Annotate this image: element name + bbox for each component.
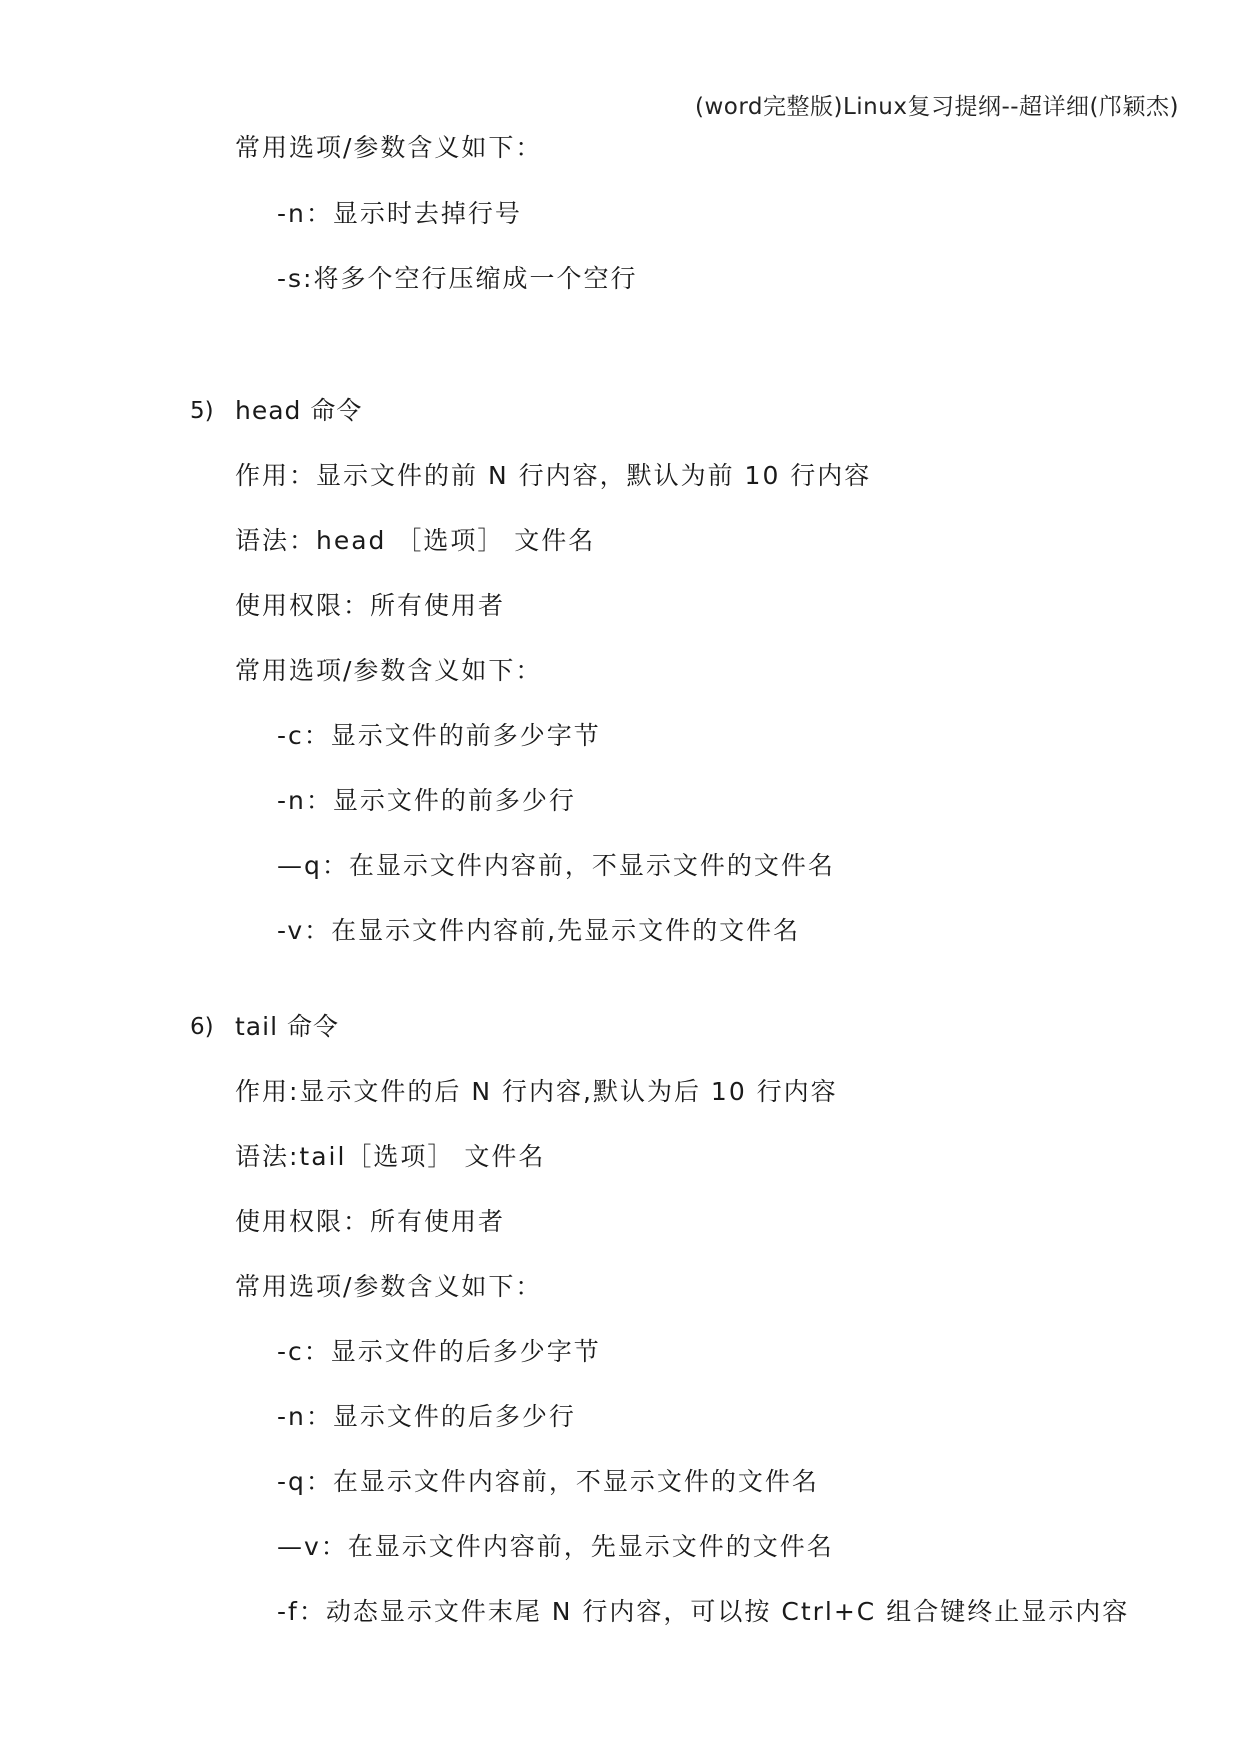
section-purpose: 作用:显示文件的后 N 行内容,默认为后 10 行内容	[235, 1077, 838, 1106]
option-item: -v：在显示文件内容前,先显示文件的文件名	[277, 916, 801, 945]
section-number: 5)	[190, 398, 214, 424]
section-syntax: 语法：head ［选项］ 文件名	[235, 526, 596, 555]
page-header: (word完整版)Linux复习提纲--超详细(邝颖杰)	[695, 94, 1179, 120]
section-permission: 使用权限：所有使用者	[235, 1207, 506, 1236]
option-item: -c：显示文件的后多少字节	[277, 1337, 601, 1366]
option-item: —v：在显示文件内容前，先显示文件的文件名	[277, 1532, 834, 1561]
option-item: -f：动态显示文件末尾 N 行内容，可以按 Ctrl+C 组合键终止显示内容	[277, 1597, 1130, 1626]
section-options-heading: 常用选项/参数含义如下：	[235, 656, 543, 685]
intro-option: -s:将多个空行压缩成一个空行	[277, 264, 638, 293]
intro-option: -n：显示时去掉行号	[277, 199, 522, 228]
option-item: -n：显示文件的前多少行	[277, 786, 576, 815]
section-title: tail 命令	[235, 1012, 339, 1041]
section-number: 6)	[190, 1014, 214, 1040]
section-options-heading: 常用选项/参数含义如下：	[235, 1272, 543, 1301]
option-item: -n：显示文件的后多少行	[277, 1402, 576, 1431]
section-permission: 使用权限：所有使用者	[235, 591, 506, 620]
intro-options-heading: 常用选项/参数含义如下：	[235, 133, 543, 162]
section-syntax: 语法:tail［选项］ 文件名	[235, 1142, 546, 1171]
section-purpose: 作用：显示文件的前 N 行内容，默认为前 10 行内容	[235, 461, 872, 490]
option-item: -q：在显示文件内容前，不显示文件的文件名	[277, 1467, 819, 1496]
section-title: head 命令	[235, 396, 363, 425]
option-item: —q：在显示文件内容前，不显示文件的文件名	[277, 851, 835, 880]
option-item: -c：显示文件的前多少字节	[277, 721, 601, 750]
